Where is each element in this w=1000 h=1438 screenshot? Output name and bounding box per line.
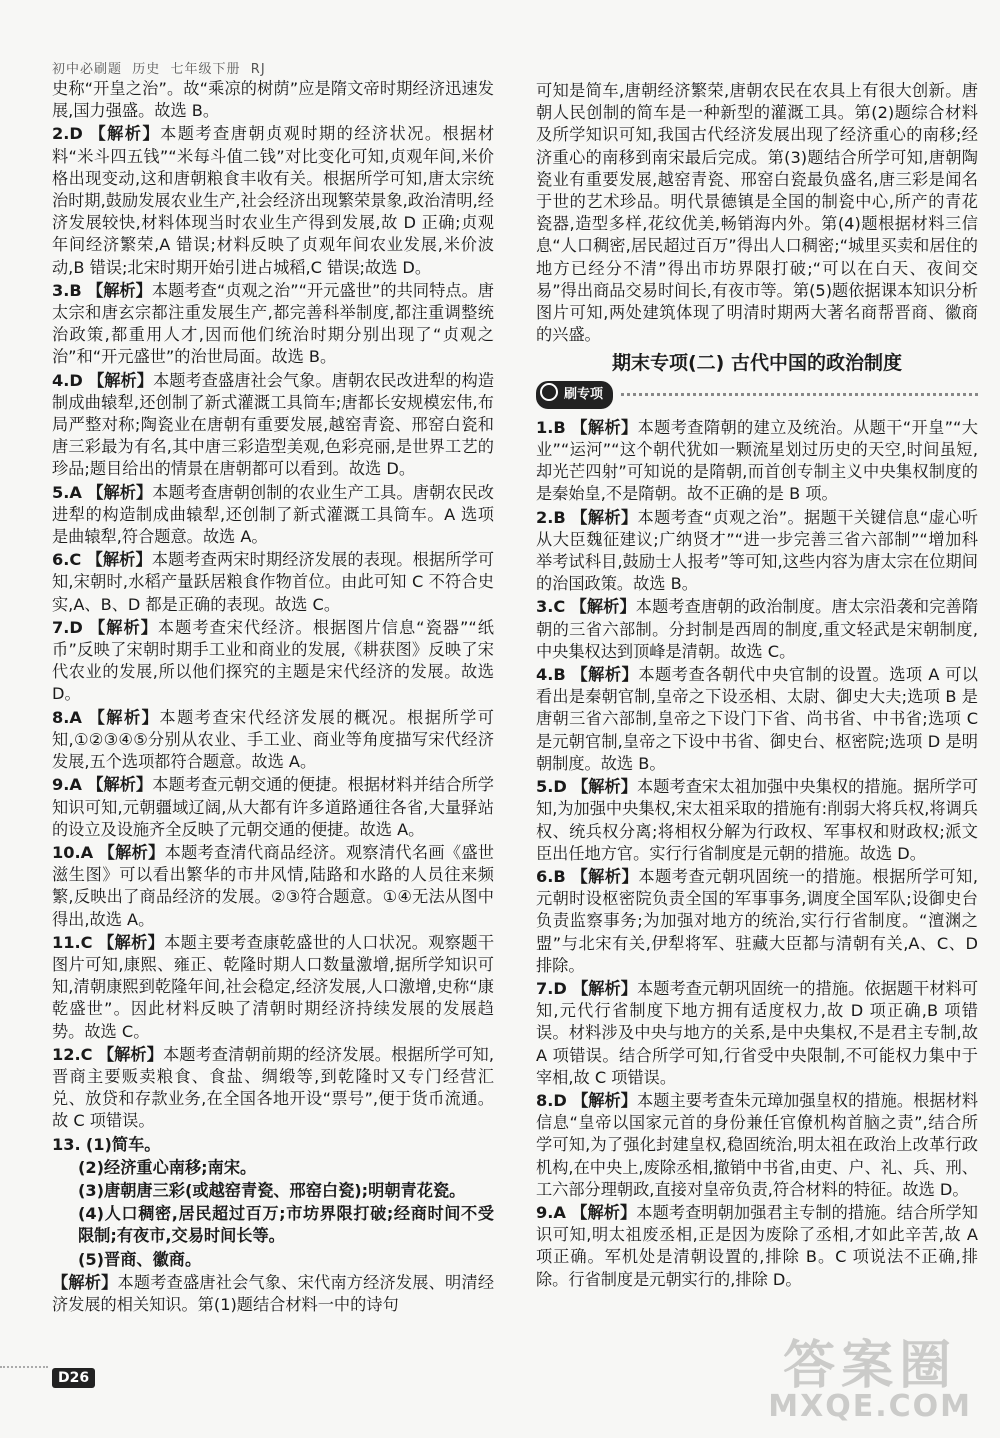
answer-sub: (3)唐朝唐三彩(或越窑青瓷、邢窑白瓷);明朝青花瓷。	[78, 1180, 466, 1200]
answer-item	[52, 1203, 494, 1247]
analysis-tag: 【解析】	[98, 842, 165, 862]
analysis-tag: 【解析】	[87, 482, 153, 502]
answer-number: 4.B	[536, 665, 566, 685]
answer-item	[52, 1249, 494, 1271]
answer-number: 9.A	[52, 775, 82, 795]
answer-number: 5.A	[52, 482, 82, 502]
right-column	[536, 80, 978, 1292]
answer-text: 本题主要考查朱元璋加强皇权的措施。根据材料信息“皇帝以国家元首的身份兼任官僚机构首脑之责”,结合所学可知,为了强化封建皇权,稳固统治,明太祖在政治上改革行政机构,在中央上,废除丞相,撤销中书省,由吏、户、礼、兵、刑、工六部分理朝政,直接对皇帝负责,符合材料的特征。故选 D。	[536, 1090, 979, 1199]
answer-text: 本题考查唐朝创制的农业生产工具。唐朝农民改进犁的构造制成曲辕犁,还创制了新式灌溉工具筒车。A 选项是曲辕犁,符合题意。故选 A。	[52, 482, 494, 547]
answer-item	[52, 932, 494, 1043]
answer-item	[52, 842, 494, 931]
dotted-divider	[621, 393, 978, 396]
answer-number: 6.C	[52, 550, 82, 570]
answer-number: 8.D	[536, 1090, 567, 1110]
answer-text: 本题考查元朝交通的便捷。根据材料并结合所学知识可知,元朝疆域辽阔,从大都有许多道路通往各省,大量驿站的设立及设施齐全反映了元朝交通的便捷。故选 A。	[52, 775, 494, 839]
answer-text: 本题主要考查康乾盛世的人口状况。观察题干图片可知,康熙、雍正、乾隆时期人口数量激增,据所学知识可知,清朝康熙到乾隆年间,社会稳定,经济发展,人口激增,史称“康乾盛世”。因此材料反映了清朝时期经济持续发展的发展趋势。故选 C。	[52, 932, 495, 1041]
answer-continuation: 可知是简车,唐朝经济繁荣,唐朝农民在农具上有很大创新。唐朝人民创制的简车是一种新型的灌溉工具。第(2)题综合材料及所学知识可知,我国古代经济发展出现了经济重心的南移;经济重心的南移到南宋最后完成。第(3)题结合所学可知,唐朝陶瓷业有重要发展,越窑青瓷、邢窑白瓷最负盛名,唐三彩是闻名于世的艺术珍品。明代景德镇是全国的制瓷中心,所产的青花瓷器,造型多样,花纹优美,畅销海内外。第(4)题根据材料三信息“人口稠密,居民超过百万”得出人口稠密;“城里买卖和居住的地方已经分不清”得出市坊界限打破;“可以在白天、夜间交易”得出商品交易时间长,有夜市等。第(5)题依据课本知识分析图片可知,两处建筑体现了明清时期两大著名商帮晋商、徽商的兴盛。	[536, 81, 978, 345]
answer-item	[52, 1272, 494, 1316]
answer-item	[52, 549, 494, 616]
answer-text: 本题考查两宋时期经济发展的表现。根据所学可知,宋朝时,水稻产量跃居粮食作物首位。由此可知 C 不符合史实,A、B、D 都是正确的表现。故选 C。	[52, 550, 495, 614]
answer-text: 本题考查“贞观之治”“开元盛世”的共同特点。唐太宗和唐玄宗都注重发展生产,都完善科举制度,都注重调整统治政策,都重用人才,因而他们统治时期分别出现了“贞观之治”和“开元盛世”的治世局面。故选 B。	[52, 280, 494, 367]
answer-text: 本题考查盛唐社会气象。唐朝农民改进犁的构造制成曲辕犁,还创制了新式灌溉工具筒车;唐都长安规模宏伟,布局严整对称;陶瓷业在唐朝有重要发展,越窑青瓷、邢窑白瓷和唐三彩最为有名,其中唐三彩造型美观,色彩亮丽,是世界工艺的珍品;题目给出的情景在唐朝都可以看到。故选 D。	[52, 370, 495, 479]
left-column	[52, 78, 494, 1317]
answer-text: 本题考查宋代经济。根据图片信息“瓷器”“纸币”反映了宋朝时期手工业和商业的发展,《耕获图》反映了宋代农业的发展,所以他们探究的主题是宋代经济的发展。故选 D。	[52, 617, 494, 704]
answer-number: 9.A	[536, 1202, 566, 1222]
answer-number: 13.	[52, 1134, 81, 1154]
analysis-tag: 【解析】	[571, 866, 639, 886]
watermark	[768, 1336, 972, 1424]
answer-text: 本题考查元朝巩固统一的措施。根据所学可知,元朝时设枢密院负责全国的军事事务,调度全国军队;设御史台负责监察事务;为加强对地方的统治,实行行省制度。“澶渊之盟”与北宋有关,伊犁将军、驻藏大臣都与清朝有关,A、C、D 排除。	[536, 866, 978, 975]
answer-item	[536, 866, 978, 977]
answer-item	[52, 1044, 494, 1133]
answer-number: 2.D	[52, 124, 83, 144]
answer-number: 11.C	[52, 932, 93, 952]
analysis-tag: 【解析】	[572, 777, 638, 797]
analysis-tag: 【解析】	[88, 707, 160, 727]
answer-number: 3.C	[536, 597, 566, 617]
page-header: 初中必刷题 历史 七年级下册 RJ	[52, 62, 266, 77]
answer-text: 本题考查宋太祖加强中央集权的措施。据所学可知,为加强中央集权,宋太祖采取的措施有:削弱大将兵权,将调兵权、统兵权分离;将相权分解为行政权、军事权和财政权;派文臣出任地方官。实行行省制度是元朝的措施。故选 D。	[536, 777, 979, 863]
answer-item	[52, 123, 494, 278]
analysis-tag: 【解析】	[571, 507, 638, 527]
answer-item	[52, 482, 494, 549]
footer-dots	[0, 1366, 48, 1368]
answer-number: 7.D	[536, 978, 567, 998]
answer-number: 12.C	[52, 1044, 93, 1064]
analysis-tag: 【解析】	[571, 1202, 637, 1222]
section-label-row	[536, 381, 978, 409]
analysis-tag: 【解析】	[570, 597, 636, 617]
answer-text: (1)简车。	[85, 1134, 161, 1154]
analysis-tag: 【解析】	[571, 665, 639, 685]
section-title: 期末专项(二) 古代中国的政治制度	[612, 352, 902, 375]
answer-item	[52, 370, 494, 481]
answer-item	[52, 774, 494, 841]
answer-text: 本题考查隋朝的建立及统治。从题干“开皇”“大业”“运河”“这个朝代犹如一颗流星划过历史的天空,时间虽短,却光芒四射”可知说的是隋朝,而首创专制主义中央集权制度的是秦始皇,不是隋朝。故不正确的是 B 项。	[536, 417, 978, 504]
answer-item	[536, 417, 978, 506]
analysis-tag: 【解析】	[88, 370, 154, 390]
answer-sub: (2)经济重心南移;南宋。	[78, 1157, 257, 1177]
analysis-tag: 【解析】	[572, 1090, 638, 1110]
answer-number: 6.B	[536, 866, 566, 886]
watermark-line2: MXQE.COM	[768, 1389, 972, 1424]
answer-item	[52, 617, 494, 706]
answer-item	[536, 596, 978, 663]
answer-text: 本题考查唐朝的政治制度。唐太宗沿袭和完善隋朝的三省六部制。分封制是西周的制度,重文轻武是宋朝制度,中央集权达到顶峰是清朝。故选 C。	[536, 597, 979, 661]
analysis-tag: 【解析】	[89, 124, 161, 144]
answer-text: 本题考查唐朝贞观时期的经济状况。根据材料“米斗四五钱”“米每斗值二钱”对比变化可知,贞观年间,米价格出现变动,这和唐朝粮食丰收有关。根据所学可知,唐太宗统治时期,鼓励发展农业生产,社会经济出现繁荣景象,政治清明,经济发展较快,材料体现当时农业生产得到发展,故 D 正确;贞观年间经济繁荣,A 错误;材料反映了贞观年间农业发展,米价波动,B 错误;北宋时期开始引进占城稻,C 错误;故选 D。	[52, 124, 495, 277]
watermark-line1: 答案圈	[783, 1336, 958, 1396]
analysis-tag: 【解析】	[87, 775, 153, 795]
answer-text: 本题考查“贞观之治”。据题干关键信息“虚心听从大臣魏征建议;广纳贤才”“进一步完善三省六部制”“增加科举考试科目,鼓励士人报考”等可知,这些内容为唐太宗在位期间的治国政策。故选 B。	[536, 507, 978, 594]
answer-item	[52, 1134, 494, 1156]
answer-number: 1.B	[536, 417, 566, 437]
analysis-tag: 【解析】	[89, 617, 158, 637]
answer-sub: (4)人口稠密,居民超过百万;市坊界限打破;经商时间不受限制;有夜市,交易时间长等。	[78, 1204, 494, 1246]
analysis-tag: 【解析】	[572, 978, 638, 998]
answer-item	[536, 507, 978, 596]
answer-number: 2.B	[536, 507, 566, 527]
analysis-tag: 【解析】	[86, 280, 152, 300]
analysis-tag: 【解析】	[52, 1272, 118, 1292]
answer-number: 7.D	[52, 617, 83, 637]
answer-item	[536, 1090, 978, 1201]
answer-item	[52, 78, 494, 122]
analysis-tag: 【解析】	[98, 932, 165, 952]
answer-text: 本题考查清代商品经济。观察清代名画《盛世滋生图》可以看出繁华的市井风情,陆路和水路的人员往来频繁,反映出了商品经济的发展。②③符合题意。①④无法从图中得出,故选 A。	[52, 842, 494, 929]
brush-icon	[540, 383, 558, 401]
answer-text: 本题考查明朝加强君主专制的措施。结合所学知识可知,明太祖废丞相,正是因为废除了丞相,才如此辛苦,故 A 项正确。军机处是清朝设置的,排除 B。C 项说法不正确,排除。行省制度是元朝实行的,排除 D。	[536, 1202, 978, 1289]
answer-number: 4.D	[52, 370, 83, 390]
answer-text: 本题考查宋代经济发展的概况。根据所学可知,①②③④⑤分别从农业、手工业、商业等角度描写宋代经济发展,五个选项都符合题意。故选 A。	[52, 707, 494, 772]
answer-number: 5.D	[536, 777, 567, 797]
analysis-tag: 【解析】	[86, 550, 152, 570]
answer-text: 本题考查各朝代中央官制的设置。选项 A 可以看出是秦朝官制,皇帝之下设丞相、太尉、御史大夫;选项 B 是唐朝三省六部制,皇帝之下设门下省、尚书省、中书省;选项 C 是元朝官制,皇帝之下设中书省、御史台、枢密院;选项 D 是明朝制度。故选 B。	[536, 665, 978, 773]
answer-item	[536, 1202, 978, 1291]
answer-text: 本题考查盛唐社会气象、宋代南方经济发展、明清经济发展的相关知识。第(1)题结合材料一中的诗句	[52, 1272, 495, 1314]
brush-badge	[536, 381, 613, 409]
analysis-tag: 【解析】	[571, 417, 638, 437]
answer-number: 8.A	[52, 707, 82, 727]
answer-item	[52, 1157, 494, 1179]
answer-item	[536, 664, 978, 775]
answer-item	[536, 978, 978, 1089]
analysis-tag: 【解析】	[97, 1044, 163, 1064]
answer-number: 3.B	[52, 280, 82, 300]
answer-text: 史称“开皇之治”。故“乘凉的树荫”应是隋文帝时期经济迅速发展,国力强盛。故选 B。	[52, 79, 494, 121]
answer-text: 本题考查清朝前期的经济发展。根据所学可知,晋商主要贩卖粮食、食盐、绸缎等,到乾隆时又专门经营汇兑、放贷和存款业务,在全国各地开设“票号”,便于货币流通。故 C 项错误。	[52, 1044, 494, 1131]
right-answers	[536, 417, 978, 1291]
answer-item	[52, 1180, 494, 1202]
answer-number: 10.A	[52, 842, 94, 862]
answer-item	[52, 280, 494, 369]
answer-sub: (5)晋商、徽商。	[78, 1249, 202, 1269]
page-number: D26	[52, 1368, 95, 1388]
badge-label: 刷专项	[564, 386, 604, 402]
answer-item	[536, 776, 978, 865]
answer-item	[52, 707, 494, 774]
answer-text: 本题考查元朝巩固统一的措施。依据题干材料可知,元代行省制度下地方拥有适度权力,故 D 项正确,B 项错误。材料涉及中央与地方的关系,是中央集权,不是君主专制,故 A 项错误。结合所学可知,行省受中央限制,不可能权力集中于宰相,故 C 项错误。	[536, 978, 979, 1087]
